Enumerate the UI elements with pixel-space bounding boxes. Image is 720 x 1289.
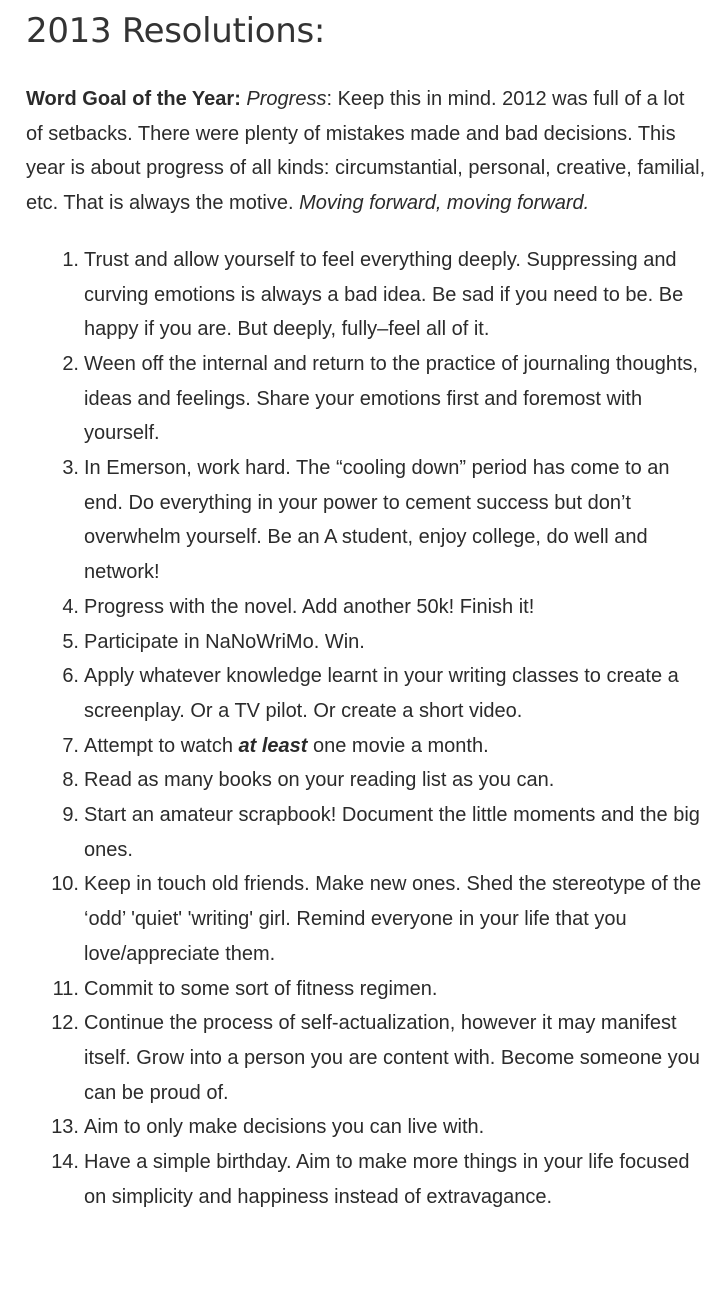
item-number: 9. <box>62 804 79 827</box>
intro-text: : Keep this in mind. 2012 was full of a lot of setbacks. There were plenty of mistakes made and bad decisions. This year is about progress of all kinds: circumstantial, personal, creative, familial, etc. That is always the motive. <box>26 88 706 215</box>
item-text: Ween off the internal and return to the practice of journaling thoughts, ideas and feelings. Share your emotions first and foremost with yourself. <box>84 352 699 445</box>
item-text: Aim to only make decisions you can live with. <box>84 1116 485 1139</box>
intro-paragraph <box>26 82 706 221</box>
item-text: Read as many books on your reading list as you can. <box>84 769 555 792</box>
list-item <box>26 659 706 728</box>
item-number: 6. <box>62 665 79 688</box>
list-item <box>26 451 706 590</box>
item-text: Commit to some sort of fitness regimen. <box>84 977 438 1000</box>
intro-closing: Moving forward, moving forward. <box>299 192 590 215</box>
item-number: 11. <box>52 977 79 1000</box>
item-number: 4. <box>62 595 79 618</box>
item-number: 12. <box>51 1012 79 1035</box>
item-text: Keep in touch old friends. Make new ones. Shed the stereotype of the ‘odd’ 'quiet' 'writing' girl. Remind everyone in your life that you love/appreciate them. <box>84 873 702 965</box>
item-text: Progress with the novel. Add another 50k! Finish it! <box>84 595 535 618</box>
list-item <box>26 729 706 764</box>
word-goal-label: Word Goal of the Year: <box>26 88 241 110</box>
list-item <box>26 243 706 347</box>
item-text: In Emerson, work hard. The “cooling down” period has come to an end. Do everything in your power to cement success but don’t overwhelm yourself. Be an A student, enjoy college, do well and network! <box>84 457 670 584</box>
list-item <box>26 1110 706 1145</box>
list-item <box>26 972 706 1007</box>
item-number: 1. <box>62 248 79 271</box>
resolutions-list <box>26 243 706 1215</box>
item-number: 14. <box>51 1151 79 1174</box>
item-text: Start an amateur scrapbook! Document the little moments and the big ones. <box>84 804 700 861</box>
list-item <box>26 590 706 625</box>
list-item <box>26 625 706 660</box>
list-item <box>26 1145 706 1214</box>
item-number: 7. <box>62 734 79 757</box>
item-emphasis: at least <box>238 734 308 757</box>
item-number: 13. <box>51 1116 79 1139</box>
item-number: 3. <box>62 457 79 480</box>
list-item <box>26 867 706 971</box>
item-number: 5. <box>62 630 79 653</box>
item-number: 10. <box>51 873 79 896</box>
list-item <box>26 347 706 451</box>
item-number: 2. <box>62 352 79 375</box>
item-text: Trust and allow yourself to feel everything deeply. Suppressing and curving emotions is always a bad idea. Be sad if you need to be. Be happy if you are. But deeply, fully–feel all of it. <box>84 248 684 341</box>
item-text: Have a simple birthday. Aim to make more things in your life focused on simplicity and happiness instead of extravagance. <box>84 1151 690 1208</box>
word-goal: Progress <box>246 88 327 110</box>
item-text-before: Attempt to watch <box>84 734 239 757</box>
item-text: Apply whatever knowledge learnt in your writing classes to create a screenplay. Or a TV pilot. Or create a short video. <box>84 665 679 722</box>
item-number: 8. <box>62 769 79 792</box>
item-text: Participate in NaNoWriMo. Win. <box>84 630 365 653</box>
list-item <box>26 763 706 798</box>
list-item <box>26 798 706 867</box>
item-text-after: one movie a month. <box>307 734 489 757</box>
list-item <box>26 1006 706 1110</box>
page-title: 2013 Resolutions: <box>26 11 326 51</box>
item-text: Continue the process of self-actualization, however it may manifest itself. Grow into a person you are content with. Become someone you can be proud of. <box>84 1012 700 1104</box>
